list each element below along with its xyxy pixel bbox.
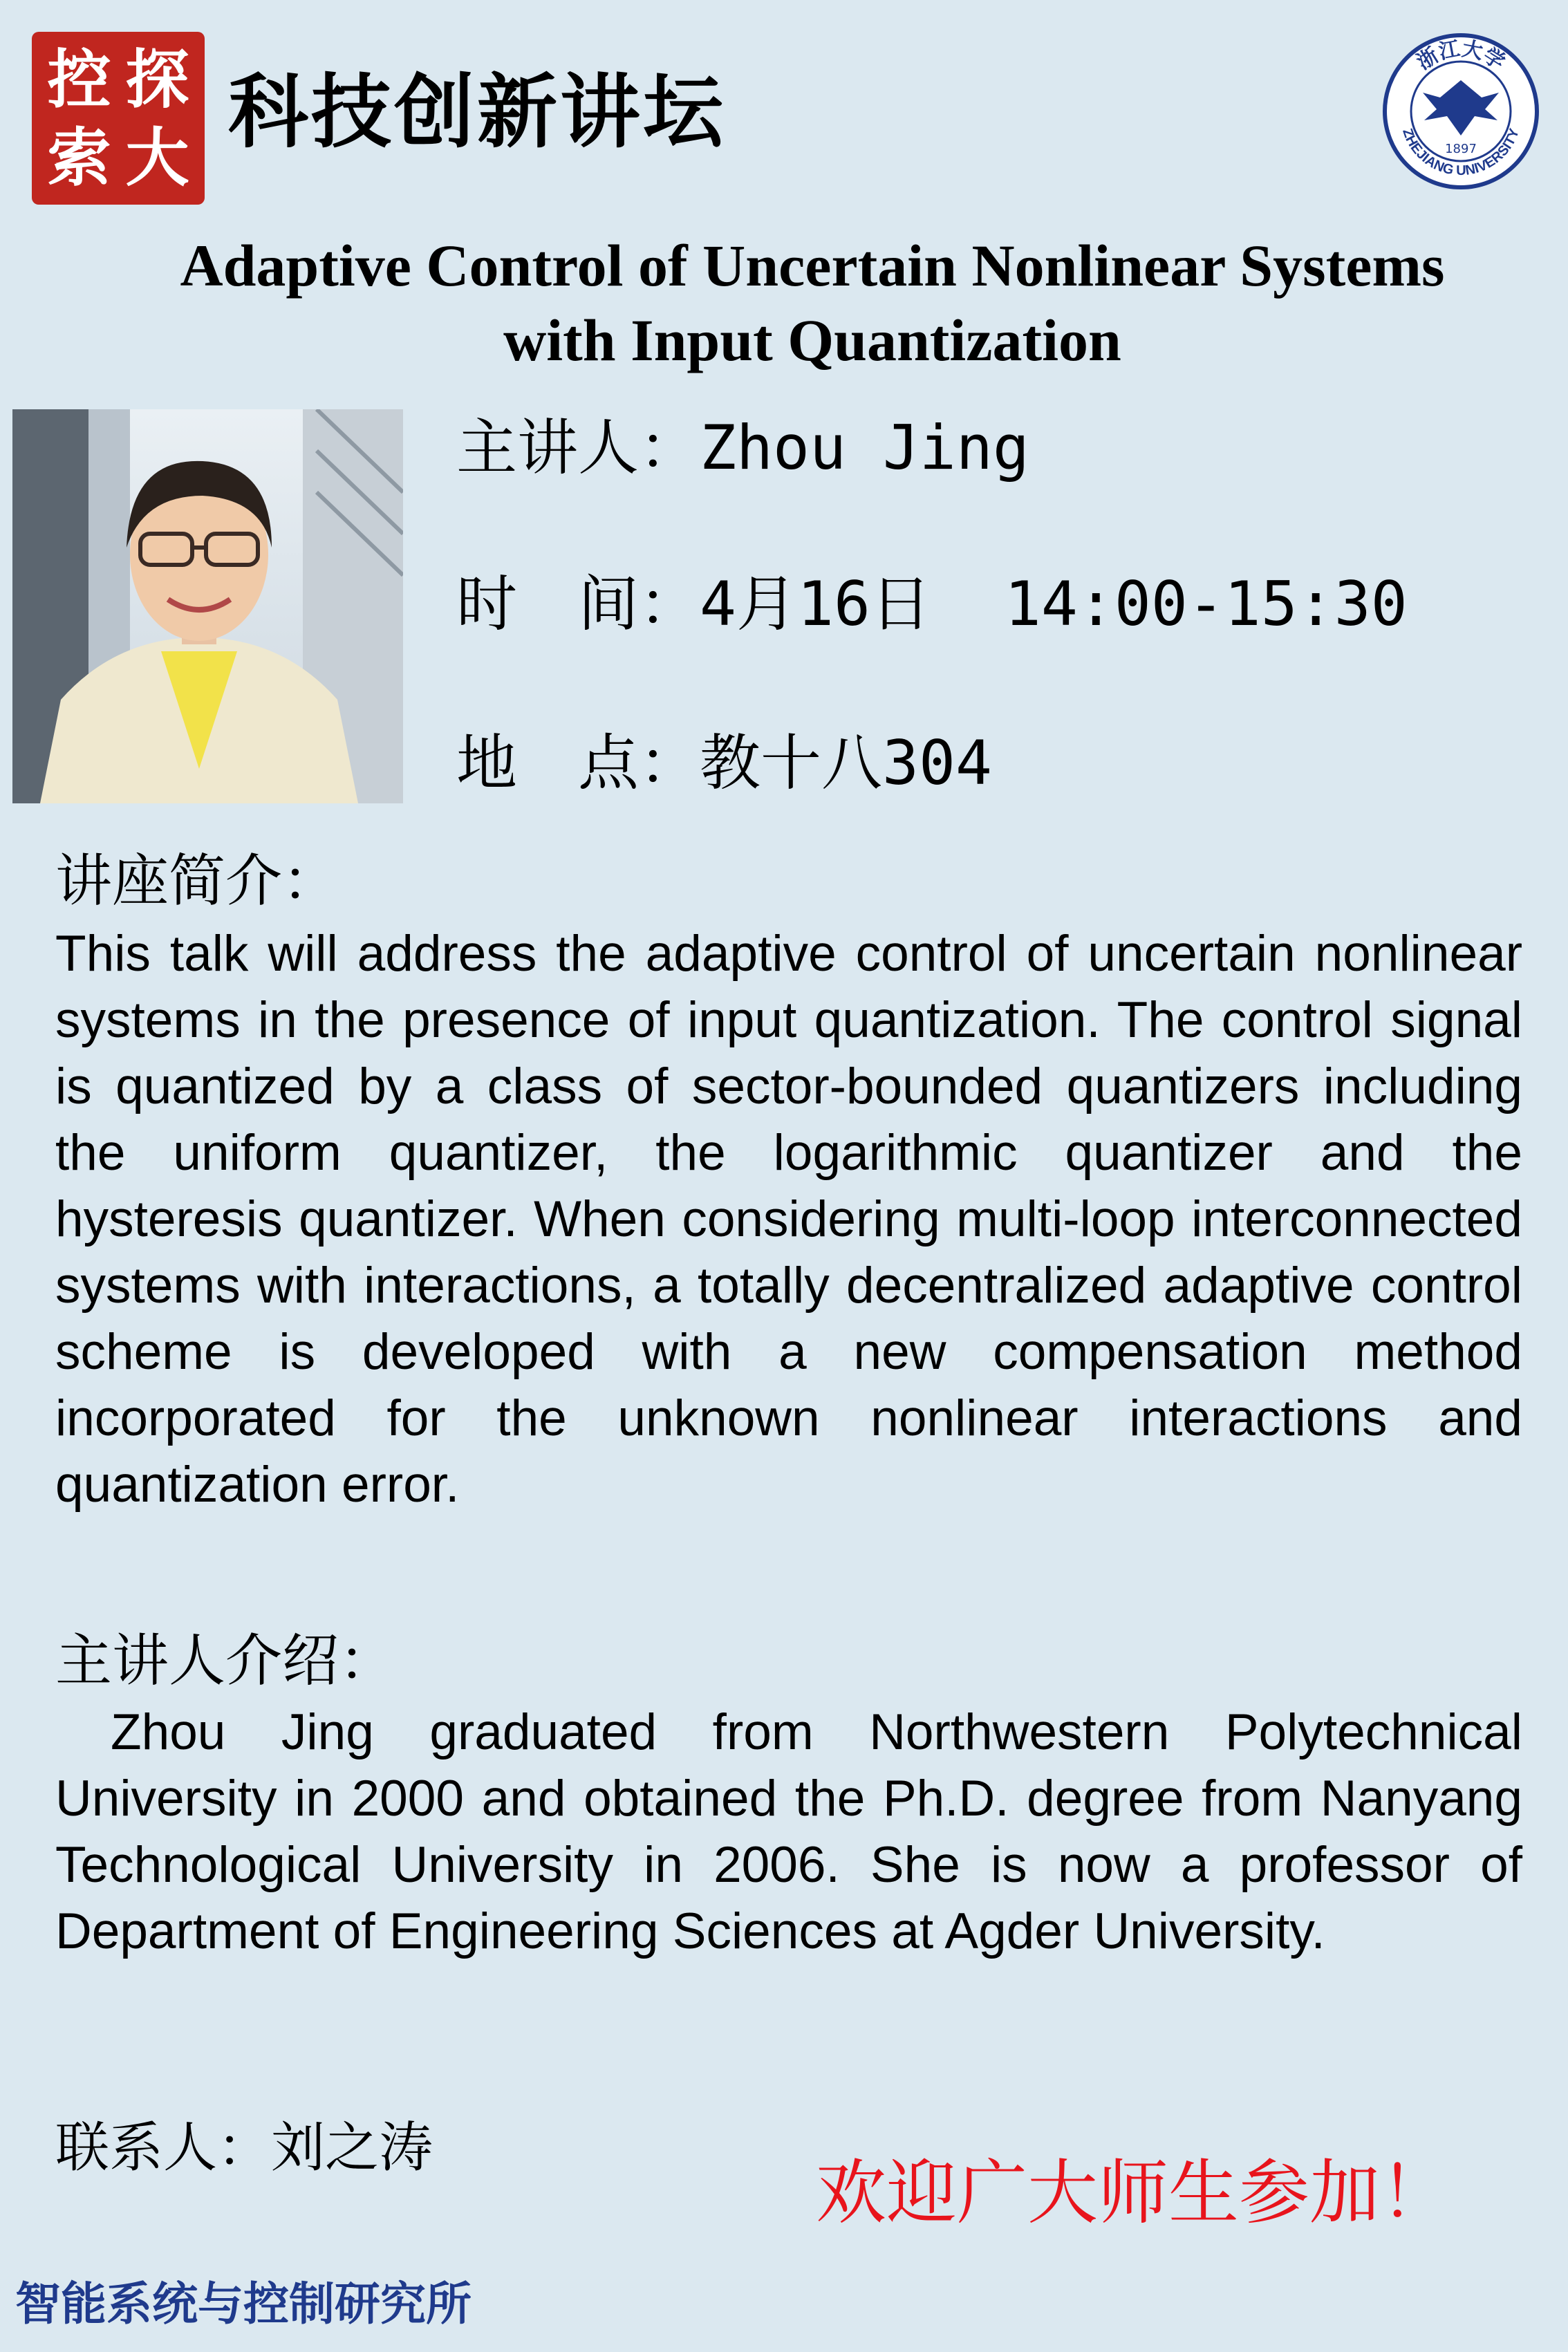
abstract-heading: 讲座简介： <box>55 848 339 914</box>
welcome-message: 欢迎广大师生参加！ <box>816 2152 1450 2234</box>
time-line <box>456 568 1408 640</box>
abstract-text: This talk will address the adaptive control of uncertain nonlinear systems in the presence of input quantization. The control signal is quantized by a class of sector-bounded quantizers including the uniform quantizer, the logarithmic quantizer and the hysteresis quantizer. When considering multi-loop interconnected systems with interactions, a totally decentralized adaptive control scheme is developed with a new compensation method incorporated for the unknown nonlinear interactions and quantization error. <box>55 926 1522 1513</box>
time-label: 时 间： <box>456 568 700 640</box>
place-value: 教十八304 <box>700 727 992 799</box>
speaker-photo <box>12 409 403 803</box>
lecture-seal-logo <box>32 32 205 205</box>
institute-name: 智能系统与控制研究所 <box>15 2277 472 2331</box>
seal-char: 索 <box>47 120 111 195</box>
svg-text:浙江大学: 浙江大学 <box>1412 37 1509 75</box>
bio-text: Zhou Jing graduated from Northwestern Polytechnical University in 2000 and obtained the Ph.D. degree from Nanyang Technological University in 2006. She is now a professor of Department of Engineering Sciences at Agder University. <box>55 1704 1522 1959</box>
bio-heading: 主讲人介绍： <box>55 1628 396 1694</box>
talk-title <box>76 228 1549 377</box>
svg-text:ZHEJIANG UNIVERSITY: ZHEJIANG UNIVERSITY <box>1399 127 1522 179</box>
time-value: 4月16日 14:00-15:30 <box>700 568 1408 640</box>
svg-text:1897: 1897 <box>1445 142 1477 156</box>
forum-title: 科技创新讲坛 <box>228 66 726 159</box>
speaker-line <box>456 412 1029 483</box>
contact-person: 联系人：刘之涛 <box>55 2117 433 2179</box>
seal-char: 大 <box>125 120 189 195</box>
speaker-label: 主讲人： <box>456 412 700 483</box>
seal-char: 控 <box>47 41 111 117</box>
talk-title-line: Adaptive Control of Uncertain Nonlinear Systems <box>180 232 1445 299</box>
place-label: 地 点： <box>456 727 700 799</box>
place-line <box>456 727 992 799</box>
speaker-name: Zhou Jing <box>700 412 1029 483</box>
zhejiang-university-logo <box>1381 32 1540 191</box>
seal-char: 探 <box>125 41 189 117</box>
talk-title-line: with Input Quantization <box>503 307 1121 373</box>
